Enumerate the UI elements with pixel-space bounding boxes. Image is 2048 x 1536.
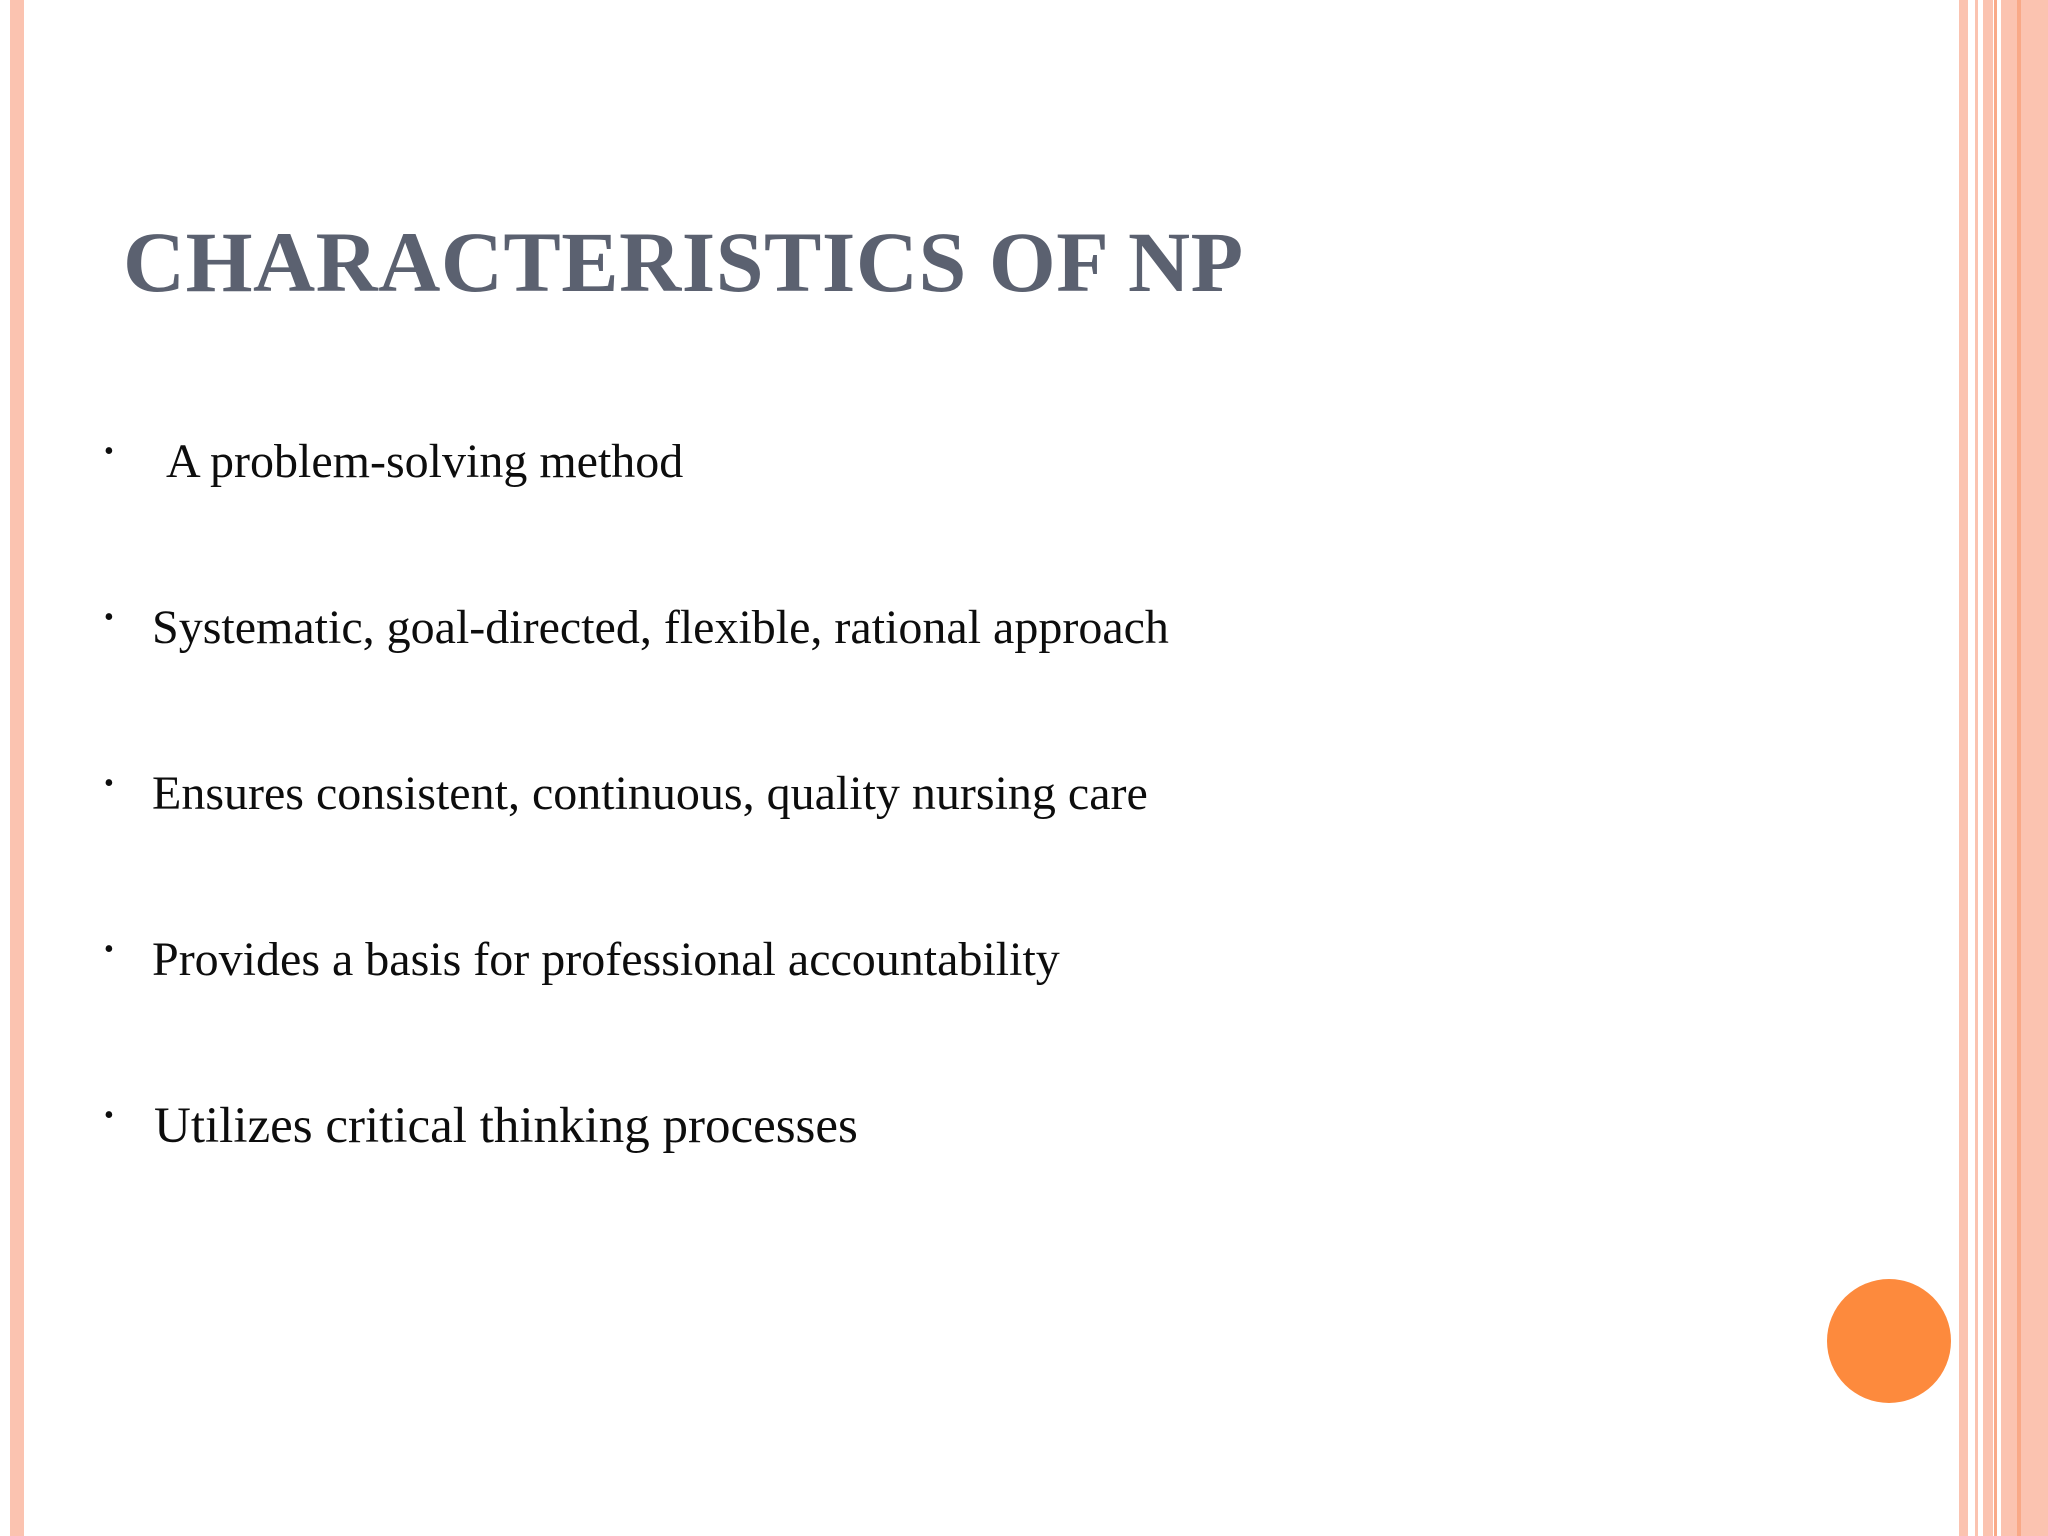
bullet-marker: •	[104, 934, 114, 965]
right-border-stripe	[1975, 0, 1978, 1536]
bullet-marker: •	[104, 768, 114, 799]
right-border-accent-line	[1994, 0, 1997, 1536]
bullet-marker: •	[104, 436, 114, 467]
bullet-text: Ensures consistent, continuous, quality nursing care	[152, 767, 1148, 820]
bullet-item	[104, 764, 1148, 824]
bullet-item	[104, 1096, 858, 1156]
bullet-text: Provides a basis for professional accountability	[152, 933, 1060, 986]
right-border-stripe	[2001, 0, 2048, 1536]
bullet-text: Systematic, goal-directed, flexible, rational approach	[152, 601, 1169, 654]
bullet-item	[104, 598, 1169, 658]
bullet-text: A problem-solving method	[166, 435, 684, 488]
left-border-stripe	[10, 0, 24, 1536]
slide-title: CHARACTERISTICS OF NP	[123, 214, 1244, 310]
bullet-marker: •	[104, 1100, 114, 1131]
orange-circle-decoration	[1827, 1279, 1951, 1403]
bullet-text: Utilizes critical thinking processes	[154, 1098, 858, 1154]
right-border-stripe	[1959, 0, 1968, 1536]
bullet-item	[104, 432, 683, 492]
right-border-accent-line	[2017, 0, 2021, 1536]
right-border-stripe	[1983, 0, 1993, 1536]
bullet-marker: •	[104, 602, 114, 633]
bullet-item	[104, 930, 1060, 990]
